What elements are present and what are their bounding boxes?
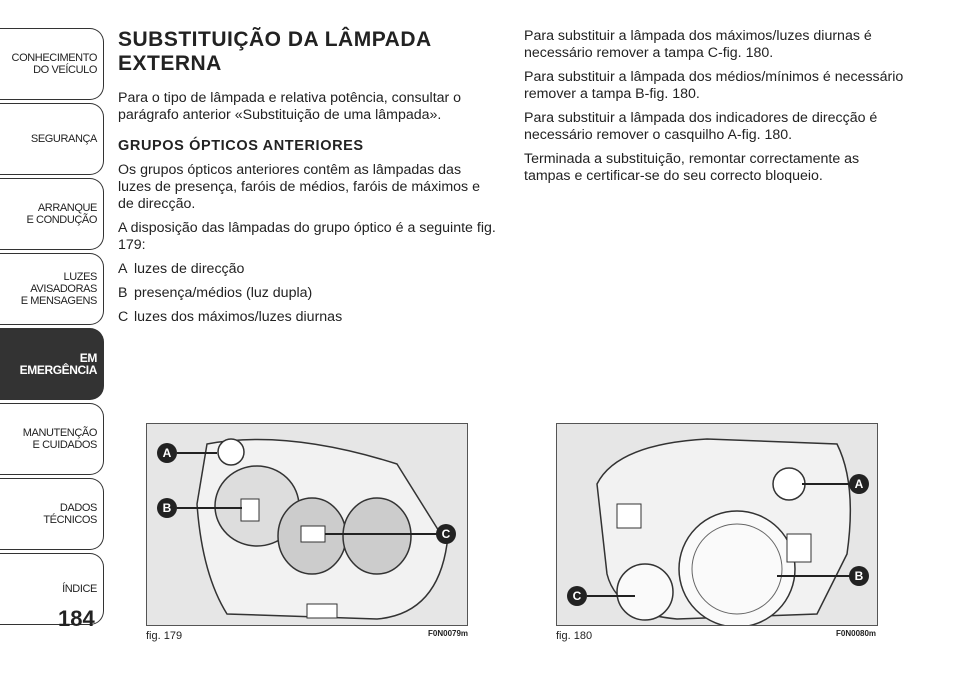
tab-label: EM EMERGÊNCIA <box>19 351 97 377</box>
figure-179-headlamp-front <box>146 423 468 626</box>
page-title <box>118 28 498 76</box>
list-item <box>118 261 498 278</box>
callout-c: C <box>436 524 456 544</box>
list-item <box>118 285 498 302</box>
list-item <box>118 309 498 326</box>
tab-seguranca[interactable] <box>0 103 104 175</box>
tab-label: CONHECIMENTO <box>11 52 97 64</box>
tab-label: ARRANQUE <box>37 202 97 214</box>
callout-a: A <box>849 474 869 494</box>
callout-a: A <box>157 443 177 463</box>
left-column <box>118 28 498 333</box>
intro-paragraph: Para o tipo de lâmpada e relativa potência, consultar o parágrafo anterior «Substituição de uma lâmpada». <box>118 90 462 123</box>
figure-caption: fig. 179 <box>146 630 183 642</box>
figure-180-headlamp-rear <box>556 423 878 626</box>
tab-label: TÉCNICOS <box>43 514 97 526</box>
list-text: presença/médios (luz dupla) <box>134 285 313 301</box>
tab-dados-tecnicos[interactable] <box>0 478 104 550</box>
callout-c: C <box>567 586 587 606</box>
tab-label: SEGURANÇA <box>30 133 97 145</box>
list-text: luzes de direcção <box>134 261 245 277</box>
list-text: luzes dos máximos/luzes diurnas <box>134 309 343 325</box>
list-letter: B <box>118 285 128 301</box>
list-letter: C <box>118 309 129 325</box>
tab-manutencao-e-cuidados[interactable] <box>0 403 104 475</box>
tab-label: E CUIDADOS <box>32 439 97 451</box>
body-paragraph: Para substituir a lâmpada dos médios/mínimos é necessário remover a tampa B-fig. 180. <box>524 69 904 102</box>
body-paragraph: Os grupos ópticos anteriores contêm as lâmpadas das luzes de presença, faróis de médios, faróis de máximos e de direcção. <box>118 162 480 212</box>
figure-code: F0N0080m <box>836 629 877 638</box>
tab-label: E CONDUÇÃO <box>26 214 97 226</box>
body-paragraph: Para substituir a lâmpada dos indicadores de direcção é necessário remover o casquilho A-fig. 180. <box>524 110 878 143</box>
right-column <box>524 28 904 192</box>
tab-label: AVISADORAS <box>30 283 97 295</box>
tab-label: DO VEÍCULO <box>33 64 97 76</box>
tab-label: MANUTENÇÃO <box>22 427 97 439</box>
figure-code: F0N0079m <box>428 629 469 638</box>
headlamp-rear-illustration <box>557 424 877 625</box>
title-line: SUBSTITUIÇÃO DA LÂMPADA <box>118 28 432 51</box>
tab-label: DADOS <box>59 502 97 514</box>
headlamp-front-illustration <box>147 424 467 625</box>
body-paragraph: A disposição das lâmpadas do grupo óptico é a seguinte fig. 179: <box>118 220 496 253</box>
tab-label: ÍNDICE <box>62 583 97 595</box>
list-letter: A <box>118 261 128 277</box>
title-line: EXTERNA <box>118 52 222 75</box>
tab-luzes-avisadoras[interactable] <box>0 253 104 325</box>
body-paragraph: Terminada a substituição, remontar correctamente as tampas e certificar-se do seu correcto bloqueio. <box>524 151 860 184</box>
callout-b: B <box>157 498 177 518</box>
tab-em-emergencia[interactable] <box>0 328 104 400</box>
tab-label: LUZES <box>63 271 97 283</box>
body-paragraph: Para substituir a lâmpada dos máximos/luzes diurnas é necessário remover a tampa C-fig. 180. <box>524 28 872 61</box>
callout-b: B <box>849 566 869 586</box>
tab-conhecimento-do-veiculo[interactable] <box>0 28 104 100</box>
tab-label: E MENSAGENS <box>20 295 97 307</box>
tab-arranque-e-conducao[interactable] <box>0 178 104 250</box>
page-number: 184 <box>58 606 95 631</box>
figure-caption: fig. 180 <box>556 630 593 642</box>
section-heading: GRUPOS ÓPTICOS ANTERIORES <box>118 138 364 154</box>
